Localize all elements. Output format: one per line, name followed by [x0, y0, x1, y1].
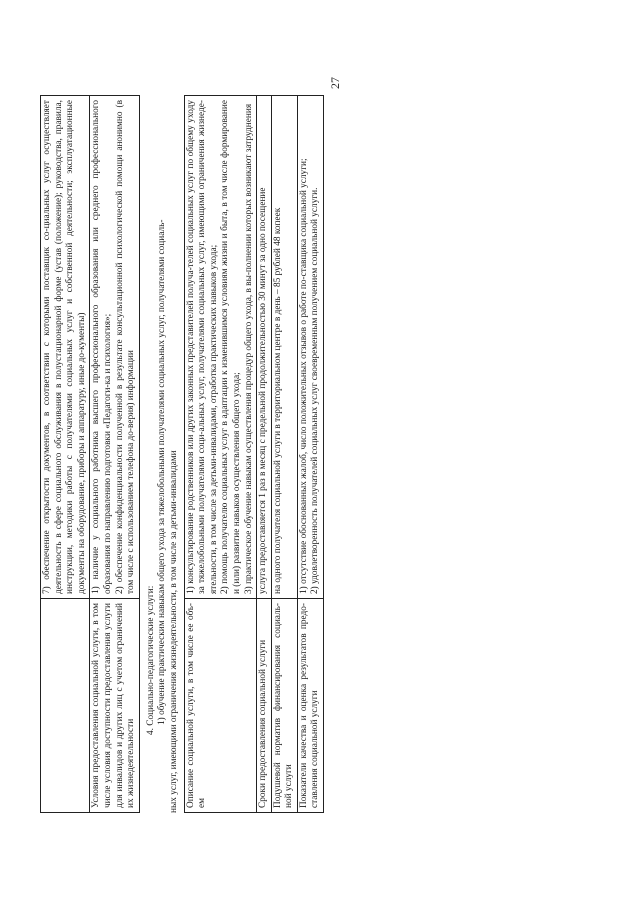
rotated-page: [40, 73, 600, 833]
bottom-table: [184, 95, 325, 813]
row-label: Сроки предоставления социальной услуги: [257, 598, 272, 812]
row-line: 1) наличие у социального работника высшего профессионального образования или среднего профессионального образования по направлению подготовки «Педагоги-ка и психология»;: [91, 99, 113, 594]
row-text: [271, 95, 297, 598]
row-label: Описание социальной услуги, в том числе ее объ-ем: [184, 598, 257, 812]
section-item-continuation: ных услуг, имеющими ограничения жизнедеятельности, в том числе за детьми-инвалидами: [168, 449, 179, 813]
row-label: Показатели качества и оценка результатов предо-ставления социальной услуги: [297, 598, 323, 812]
row-line: 1) отсутствие обоснованных жалоб, число положительных отзывов о работе по-ставщика социальной услуги;: [298, 157, 309, 594]
row-text: [41, 95, 90, 598]
section-heading-block: [146, 95, 181, 813]
row-line: 1) консультирование родственников или других законных представителей получа-телей социальных услуг по общему уходу за тяжелобольными получателями соци-альных услуг, получателями социальных услуг, имеющими ограничения жизнеде-ятельности, в том числе за детьми-инвалидами, отработка практических навыков ухода;: [185, 99, 219, 594]
top-table: [40, 95, 140, 813]
table-row: [41, 95, 90, 812]
page-number: 27: [328, 76, 342, 89]
table-row: [257, 95, 272, 812]
row-label: [41, 598, 90, 812]
table-row: [271, 95, 297, 812]
row-line: 2) удовлетворенность получателей социальных услуг своевременным получением социальной услуги.: [310, 187, 321, 594]
table-row: [184, 95, 257, 812]
row-line: 3) практическое обучение навыкам осуществления процедур общего ухода, в вы-полнении которых возникают затруднения: [243, 103, 254, 594]
row-label: Подушевой норматив финансирования социаль-ной услуги: [271, 598, 297, 812]
table-row: [297, 95, 323, 812]
row-line: на одного получателя социальной услуги в территориальном центре в день – 85 рублей 48 копеек: [272, 207, 283, 594]
table-row: [90, 95, 139, 812]
row-line: 7) обеспечение открытости документов, в соответствии с которыми поставщик со-циальных услуг осуществляет деятельность в сфере социального обслуживания в полустационарной форме (устав (положение); руководства, правила, инструкции, методики работы с получателями социальных услуг и собственной деятельности; эксплуатационные документы на оборудование, приборы и аппаратуру, иные до-кументы): [42, 99, 87, 594]
row-line: услуга предоставляется 1 раз в месяц с предельной продолжительностью 30 минут за одно посещение: [258, 186, 269, 594]
section-heading: 4. Социально-педагогические услуги:: [145, 585, 156, 735]
row-text: [257, 95, 272, 598]
document-content: [40, 95, 324, 813]
row-line: 2) помощь получателю социальных услуг в адаптации к изменившимся условиям жизни и быта, в том числе формирование и (или) развитие навыков осуществления общего ухода;: [220, 99, 242, 594]
row-text: [184, 95, 257, 598]
row-line: 2) обеспечение конфиденциальности полученной в результате консультационной психологической помощи анонимно (в том числе с использованием телефона до-верия) информации: [114, 99, 137, 594]
row-text: [90, 95, 139, 598]
row-label: Условия предоставления социальной услуги, в том числе условия доступности предоставления услуги для инвалидов и других лиц с учетом ограничений их жизнедеятельности: [90, 598, 139, 812]
row-text: [297, 95, 323, 598]
section-item: 1) обучение практическим навыкам общего ухода за тяжелобольными получателями социальных услуг, получателями социаль-: [157, 219, 168, 725]
